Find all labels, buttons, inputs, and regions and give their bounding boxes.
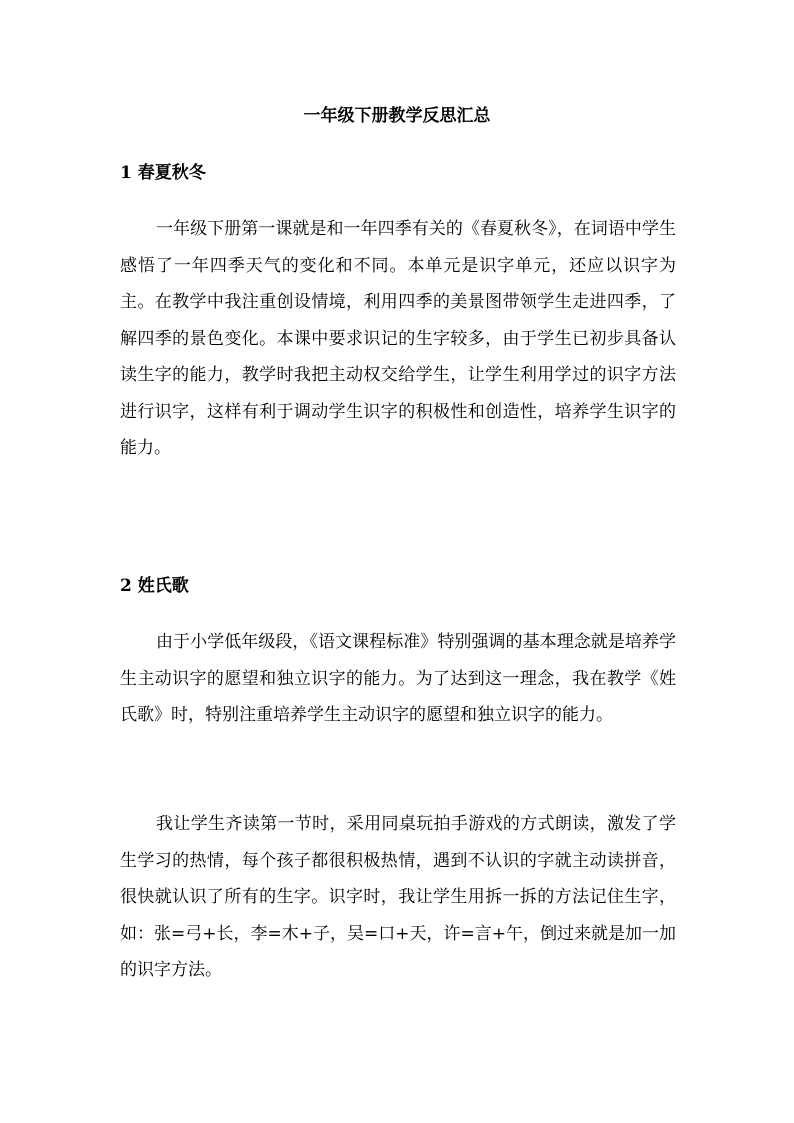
document-title: 一年级下册教学反思汇总 [303,106,491,126]
section-2-paragraph-1: 由于小学低年级段，《语文课程标准》特别强调的基本理念就是培养学生主动识字的愿望和独立识字的能力。为了达到这一理念，我在教学《姓氏歌》时，特别注重培养学生主动识字的愿望和独立识字的能力。 [120,632,676,725]
section-heading-1: 1 春夏秋冬 [120,163,206,183]
section-1-paragraph-1: 一年级下册第一课就是和一年四季有关的《春夏秋冬》，在词语中学生感悟了一年四季天气的变化和不同。本单元是识字单元，还应以识字为主。在教学中我注重创设情境，利用四季的美景图带领学生走进四季，了解四季的景色变化。本课中要求识记的生字较多，由于学生已初步具备认读生字的能力，教学时我把主动权交给学生，让学生利用学过的识字方法进行识字，这样有利于调动学生识字的积极性和创造性，培养学生识字的能力。 [120,219,676,458]
section-heading-2: 2 姓氏歌 [120,576,189,596]
section-2-paragraph-2: 我让学生齐读第一节时，采用同桌玩拍手游戏的方式朗读，激发了学生学习的热情，每个孩子都很积极热情，遇到不认识的字就主动读拼音，很快就认识了所有的生字。识字时，我让学生用拆一拆的方法记住生字，如：张=弓+长，李=木+子，吴=口+天，许=言+午，倒过来就是加一加的识字方法。 [120,814,676,980]
